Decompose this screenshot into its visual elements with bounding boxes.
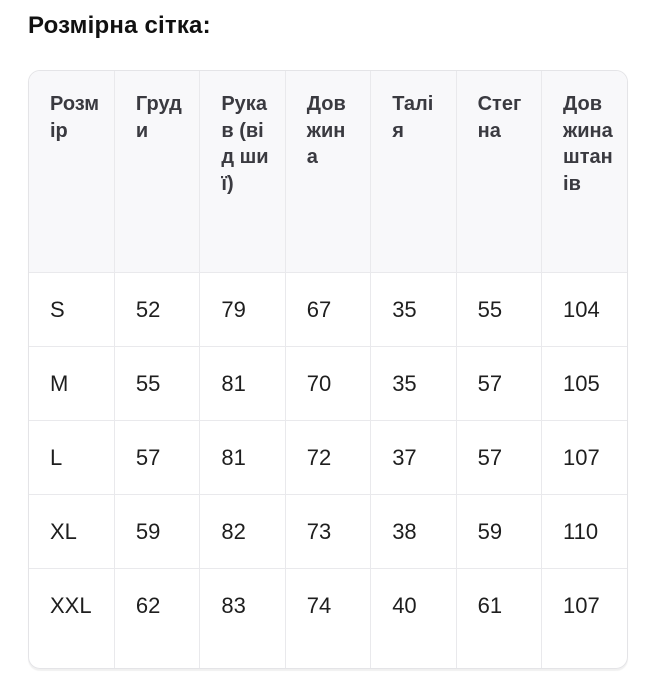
header-waist: Талія: [371, 71, 456, 272]
cell-hips: 57: [456, 420, 541, 494]
cell-chest: 57: [114, 420, 199, 494]
cell-length: 72: [285, 420, 370, 494]
cell-waist: 40: [371, 568, 456, 668]
table-row: [29, 346, 627, 420]
header-sleeve: Рукав (від шиї): [200, 71, 285, 272]
cell-chest: 52: [114, 272, 199, 346]
cell-length: 73: [285, 494, 370, 568]
cell-pants-length: 104: [542, 272, 627, 346]
table-row: [29, 272, 627, 346]
cell-waist: 38: [371, 494, 456, 568]
cell-chest: 55: [114, 346, 199, 420]
cell-hips: 55: [456, 272, 541, 346]
cell-chest: 62: [114, 568, 199, 668]
cell-hips: 61: [456, 568, 541, 668]
cell-pants-length: 110: [542, 494, 627, 568]
page-title: Розмірна сітка:: [28, 12, 211, 39]
table-row: [29, 494, 627, 568]
cell-length: 67: [285, 272, 370, 346]
cell-hips: 59: [456, 494, 541, 568]
cell-waist: 37: [371, 420, 456, 494]
cell-waist: 35: [371, 346, 456, 420]
header-hips: Стегна: [456, 71, 541, 272]
cell-length: 74: [285, 568, 370, 668]
cell-size: M: [29, 346, 114, 420]
cell-pants-length: 107: [542, 420, 627, 494]
table-row: [29, 420, 627, 494]
table-header-row: [29, 71, 627, 272]
cell-sleeve: 81: [200, 346, 285, 420]
cell-hips: 57: [456, 346, 541, 420]
cell-sleeve: 81: [200, 420, 285, 494]
cell-chest: 59: [114, 494, 199, 568]
cell-size: XL: [29, 494, 114, 568]
header-pants-length: Довжина штанів: [542, 71, 627, 272]
cell-pants-length: 105: [542, 346, 627, 420]
header-size: Розмір: [29, 71, 114, 272]
cell-sleeve: 83: [200, 568, 285, 668]
cell-waist: 35: [371, 272, 456, 346]
size-chart-table: [28, 70, 628, 669]
cell-size: S: [29, 272, 114, 346]
cell-sleeve: 82: [200, 494, 285, 568]
table-row: [29, 568, 627, 668]
cell-sleeve: 79: [200, 272, 285, 346]
cell-size: L: [29, 420, 114, 494]
cell-size: XXL: [29, 568, 114, 668]
cell-pants-length: 107: [563, 592, 600, 618]
cell-length: 70: [285, 346, 370, 420]
header-length: Довжина: [285, 71, 370, 272]
header-chest: Груди: [114, 71, 199, 272]
